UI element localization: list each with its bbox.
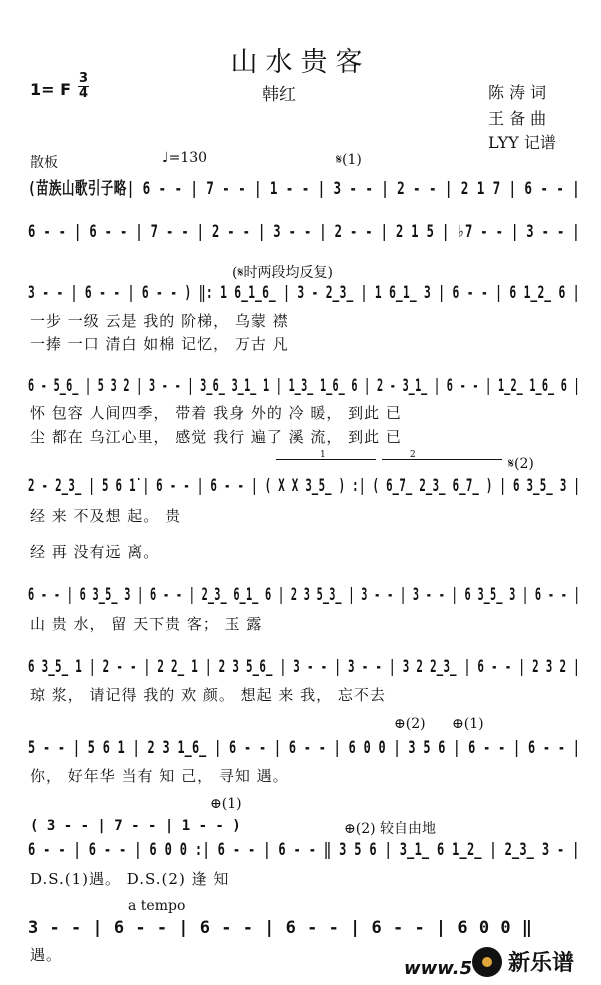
- page-title: 山水贵客: [230, 47, 371, 78]
- lyric-line-4b: 尘 都在 乌江心里， 感觉 我行 遍了 溪 流， 到此 已: [30, 428, 402, 446]
- meter-top: 3: [79, 71, 89, 86]
- volta-1-bracket: [276, 459, 376, 460]
- score-line-6: 6 - - | 6 3̲5̲ 3 | 6 - - | 2̲3̲ 6̲1̲ 6 | 2 3 5̲3̲ | 3 - - | 3 - - | 6 3̲5̲ 3 | 6 - - |: [28, 585, 581, 605]
- lyric-line-5a: 经 来 不及想 起。 贵: [30, 507, 182, 525]
- brand-logo: [472, 946, 574, 977]
- composer-credit: 王 备 曲: [488, 109, 547, 128]
- coda-2-mark-a: ⊕(2): [394, 716, 426, 732]
- record-icon: [472, 947, 502, 977]
- lyric-line-4a: 怀 包容 人间四季， 带着 我身 外的 冷 暖， 到此 已: [30, 404, 402, 422]
- volta-2-label: 2: [410, 450, 416, 460]
- score-line-7: 6 3̲5̲ 1 | 2 - - | 2 2̲ 1 | 2 3 5̲6̲ | 3 - - | 3 - - | 3 2 2̲3̲ | 6 - - | 2 3 2 |: [28, 657, 581, 677]
- score-line-8: 5 - - | 5 6 1 | 2 3 1̲6̲ | 6 - - | 6 - - | 6 0 0 | 3 5 6 | 6 - - | 6 - - |: [28, 738, 581, 758]
- volta-2-bracket: [382, 459, 502, 460]
- time-signature: [78, 72, 89, 101]
- lyric-line-6: 山 贵 水， 留 天下贵 客； 玉 露: [30, 615, 263, 633]
- brand-name: 新乐谱: [508, 951, 575, 976]
- lyric-line-10: 遇。: [30, 946, 63, 964]
- lyric-line-9: D.S.(1)遇。 D.S.(2) 逢 知: [30, 870, 230, 888]
- lyricist-credit: 陈 涛 词: [488, 83, 547, 102]
- segno-1-mark: 𝄋(1): [336, 152, 362, 168]
- score-line-3: 3 - - | 6 - - | 6 - - ) ‖: 1 6̲1̲6̲ | 3 - 2̲3̲ | 1 6̲1̲ 3 | 6 - - | 6 1̲2̲ 6 |: [28, 283, 580, 303]
- coda-2-mark-b: ⊕(2) 较自由地: [344, 821, 437, 837]
- tempo-mark: ♩=130: [162, 150, 208, 166]
- score-line-4: 6 - 5̲6̲ | 5 3 2 | 3 - - | 3̲6̲ 3̲1̲ 1 | 1̲3̲ 1̲6̲ 6 | 2 - 3̲1̲ | 6 - - | 1̲2̲ 1̲6̲ 6 |: [28, 376, 580, 396]
- score-line-10: 3 - - | 6 - - | 6 - - | 6 - - | 6 - - | 6 0 0 ‖: [28, 918, 533, 938]
- alt-ending-notes: ( 3 - - | 7 - - | 1 - - ): [30, 818, 241, 834]
- lyric-line-3b: 一捧 一口 清白 如棉 记忆， 万古 凡: [30, 335, 289, 353]
- lyric-line-8: 你， 好年华 当有 知 己， 寻知 遇。: [30, 767, 289, 785]
- meter-bottom: 4: [79, 86, 89, 101]
- score-line-1: (苗族山歌引子略| 6 - - | 7 - - | 1 - - | 3 - - | 2 - - | 2 1 7 | 6 - - |: [28, 179, 581, 199]
- lyric-line-5b: 经 再 没有远 离。: [30, 543, 160, 561]
- singer-name: 韩红: [262, 85, 296, 105]
- score-line-9: 6 - - | 6 - - | 6 0 0 :| 6 - - | 6 - - ‖ 3 5 6 | 3̲1̲ 6 1̲2̲ | 2̲3̲ 3 - |: [28, 840, 580, 860]
- coda-1-mark-a: ⊕(1): [452, 716, 484, 732]
- tempo-label: 散板: [30, 155, 58, 171]
- a-tempo-mark: a tempo: [128, 898, 186, 914]
- key-signature: 1= F: [30, 80, 72, 99]
- lyric-line-7: 琼 浆， 请记得 我的 欢 颜。 想起 来 我， 忘不去: [30, 686, 386, 704]
- volta-1-label: 1: [320, 450, 326, 460]
- segno-2-mark: 𝄋(2): [508, 456, 534, 472]
- transcriber-credit: LYY 记谱: [488, 133, 556, 152]
- coda-1-mark-b: ⊕(1): [210, 796, 242, 812]
- watermark-url: www.5: [404, 958, 473, 979]
- lyric-line-3a: 一步 一级 云是 我的 阶梯， 乌蒙 襟: [30, 312, 289, 330]
- score-line-5: 2 - 2̲3̲ | 5 6 1̇ | 6 - - | 6 - - | ( X X 3̲5̲ ) :| ( 6̲7̲ 2̲3̲ 6̲7̲ ) | 6 3̲5̲ 3 |: [28, 476, 581, 496]
- repeat-instruction: (𝄋时两段均反复): [232, 265, 333, 281]
- score-line-2: 6 - - | 6 - - | 7 - - | 2 - - | 3 - - | 2 - - | 2 1 5 | ♭7 - - | 3 - - |: [28, 222, 580, 242]
